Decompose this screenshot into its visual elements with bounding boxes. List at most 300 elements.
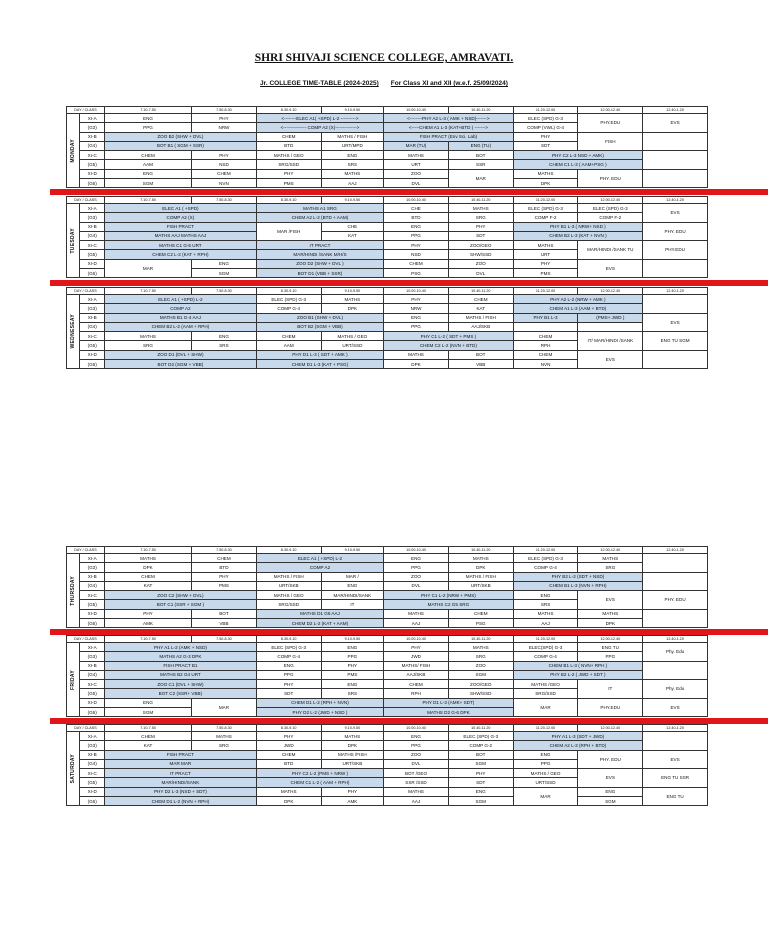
timetable-cell: EVS — [643, 204, 708, 223]
timetable-cell: Phy. Edu — [643, 643, 708, 662]
class-label: (G4) — [80, 759, 105, 768]
day-label — [67, 204, 80, 278]
lab-cell: PHY D2 L-2 (JWD + NSD ) — [256, 708, 383, 717]
lab-cell: CHEM A2 L-2 (BTD + AAM) — [256, 213, 383, 222]
timetable-cell: EVS — [643, 750, 708, 769]
timetable-cell: MAR /FISH — [256, 222, 321, 241]
timetable-cell: URT/SKB — [321, 759, 384, 768]
time-slot-header: 10.40-11.20 — [448, 288, 513, 295]
timetable-cell: COMP (VWL) G-4 — [513, 123, 578, 132]
timetable-cell: DVL — [384, 581, 449, 590]
time-slot-header: 7.10-7.50 — [104, 107, 191, 114]
timetable-cell: DPK — [448, 563, 513, 572]
timetable-cell: SGM — [104, 708, 191, 717]
timetable-cell: URT — [384, 160, 449, 169]
timetable-cell: PMS — [192, 581, 257, 590]
timetable-cell: SDT — [448, 778, 513, 787]
timetable-cell: AAJ — [384, 797, 449, 806]
lab-cell: CHEM D1 L-2 (NVN + RPH) — [104, 797, 256, 806]
timetable-cell: AAJ/SKB — [448, 322, 513, 331]
table-row — [67, 295, 708, 304]
timetable-cell: DPK — [256, 797, 321, 806]
lab-cell: IT PRACT — [256, 241, 383, 250]
timetable-cell: ENG — [321, 680, 384, 689]
timetable-cell: AAJ/SKB — [384, 670, 449, 679]
time-slot-header: 10.00-10.40 — [384, 107, 449, 114]
class-label: XI-C — [80, 332, 105, 341]
class-label: (G3) — [80, 213, 105, 222]
class-label: XI-A — [80, 732, 105, 741]
time-slot-header: 12.40-1.20 — [643, 547, 708, 554]
timetable-cell: COMP G-4 — [513, 652, 578, 661]
timetable-cell: MATHS / GEO — [513, 769, 578, 778]
time-slot-header: 9.10-9.50 — [321, 547, 384, 554]
lab-cell: <--------------- COMP A2 (X)--------------> — [256, 123, 383, 132]
lab-cell: MAR (TU) — [384, 141, 449, 150]
table-row — [67, 160, 708, 169]
time-slot-header: 10.40-11.20 — [448, 197, 513, 204]
day-label — [67, 554, 80, 628]
timetable-cell: ENG — [384, 732, 449, 741]
timetable-cell: IT/ MAR/HINDI /SANK — [578, 332, 643, 351]
header-row — [67, 725, 708, 732]
time-slot-header: 7.10-7.50 — [104, 725, 191, 732]
timetable-cell: PPG — [256, 670, 321, 679]
timetable-cell: PPG — [513, 759, 578, 768]
timetable-cell: SHW/SSD — [448, 689, 513, 698]
class-label: XI-D — [80, 609, 105, 618]
lab-cell: CHEM B1 L-3 (NVN + RPH) — [513, 581, 643, 590]
timetable-cell: SGM — [448, 670, 513, 679]
class-label: (G6) — [80, 360, 105, 369]
timetable-cell: PHY. EDU — [578, 169, 643, 188]
timetable-cell: CHEM — [513, 350, 578, 359]
timetable-cell: MATHS — [104, 332, 191, 341]
timetable-cell: IT — [321, 600, 384, 609]
timetable-cell: SRG — [192, 741, 257, 750]
lab-cell: ZOO B2 (SHW + DVL) — [104, 132, 256, 141]
timetable-cell: PSG — [448, 619, 513, 628]
timetable-cell: MAR/HINDI /SANK TU — [578, 241, 643, 260]
timetable-cell: ENG — [384, 554, 449, 563]
lab-cell: ELEC A1 ( +SPD) L-2 — [256, 554, 383, 563]
class-label: XI-D — [80, 787, 105, 796]
table-row — [67, 680, 708, 689]
timetable-cell: BOT — [448, 151, 513, 160]
day-separator — [50, 189, 768, 195]
timetable-cell: ENG — [513, 750, 578, 759]
day-class-header: DAY / CLASS — [67, 197, 105, 204]
time-slot-header: 9.10-9.50 — [321, 197, 384, 204]
timetable-cell: SGM — [448, 797, 513, 806]
lab-cell: MATHS B1 G-4 AAJ — [104, 313, 256, 322]
lab-cell: CHEM A1 L-3 (AAM + BTD) — [513, 304, 643, 313]
subtitle-session: Jr. COLLEGE TIME-TABLE (2024-2025) — [260, 80, 379, 87]
lab-cell: CHEM C2 L-2 (KAT + RPH) — [104, 250, 256, 259]
day-label — [67, 295, 80, 369]
timetable-cell: MAR — [104, 259, 191, 278]
timetable-cell: BTD — [192, 563, 257, 572]
day-block-thursday — [66, 546, 708, 628]
lab-cell: CHEM B1 L-3 ( NVN+ RPH ) — [513, 661, 643, 670]
timetable-cell: DPK — [578, 619, 643, 628]
class-label: XI-B — [80, 132, 105, 141]
time-slot-header: 12.40-1.20 — [643, 107, 708, 114]
timetable-cell: CHEM — [256, 750, 321, 759]
timetable-cell — [513, 322, 578, 331]
timetable-cell: NSD — [384, 250, 449, 259]
timetable-cell: CHEM — [384, 259, 449, 268]
timetable-cell: ENG TU SSR — [643, 769, 708, 788]
lab-cell: COMP A2 — [256, 563, 383, 572]
timetable-cell: CHEM — [104, 732, 191, 741]
lab-cell: CHEM C1 L-3 ( AAM+PSG ) — [513, 160, 643, 169]
timetable-cell: ENG TU SGM — [643, 332, 708, 351]
table-row — [67, 322, 708, 331]
timetable-cell: MATHS — [513, 609, 578, 618]
day-class-header: DAY / CLASS — [67, 107, 105, 114]
timetable-cell: CHEM — [104, 151, 191, 160]
timetable-cell: DPK — [321, 741, 384, 750]
timetable-cell: AAJ — [384, 619, 449, 628]
timetable-cell: CHE — [321, 222, 384, 231]
timetable-cell: ZOO — [448, 259, 513, 268]
timetable-cell: PPG — [384, 322, 449, 331]
class-label: XI-C — [80, 769, 105, 778]
timetable-cell: EVS — [643, 698, 708, 717]
time-slot-header: 7.50-8.30 — [192, 288, 257, 295]
lab-cell: PHY C1 L-2 (NRW + PMS) — [384, 591, 514, 600]
timetable-cell: MAR / — [321, 572, 384, 581]
day-name: THURSDAY — [69, 575, 76, 606]
class-label: XI-D — [80, 350, 105, 359]
timetable-cell: COMP F-2 — [578, 213, 643, 222]
lab-cell: PHY A2 L-2 (NRW + AMK ) — [513, 295, 643, 304]
day-class-header: DAY / CLASS — [67, 725, 105, 732]
timetable-cell: SRG/SSD — [513, 689, 578, 698]
page-subtitle — [0, 80, 768, 87]
timetable-cell: ZOO — [384, 572, 449, 581]
timetable-cell: MAR — [192, 698, 257, 717]
table-row — [67, 332, 708, 341]
table-row — [67, 591, 708, 600]
class-label: XI-B — [80, 572, 105, 581]
class-label: (G5) — [80, 160, 105, 169]
timetable — [66, 106, 708, 188]
class-label: XI-B — [80, 750, 105, 759]
lab-cell: MATHS A2 G-3 DPK — [104, 652, 256, 661]
header-row — [67, 288, 708, 295]
class-label: (G6) — [80, 619, 105, 628]
timetable-cell: ELEC (SPD) G-3 — [513, 204, 578, 213]
timetable-cell: BOT — [192, 609, 257, 618]
lab-cell: ENG (TU) — [448, 141, 513, 150]
timetable-cell: PHY — [104, 609, 191, 618]
timetable-cell: ENG — [384, 313, 449, 322]
class-label: (G6) — [80, 797, 105, 806]
timetable-cell: SGM — [192, 269, 257, 278]
time-slot-header: 9.10-9.50 — [321, 288, 384, 295]
timetable-cell: ZOO/GEO — [448, 241, 513, 250]
lab-cell: CHEM B2 L-3 (KAT + NVN ) — [513, 231, 643, 240]
timetable-cell: CHEM — [104, 572, 191, 581]
timetable-cell: SSR /SSD — [384, 778, 449, 787]
timetable-cell: PHY — [321, 787, 384, 796]
timetable-cell: URT/MPD — [321, 141, 384, 150]
timetable-cell: VBB — [192, 619, 257, 628]
time-slot-header: 12.40-1.20 — [643, 288, 708, 295]
timetable-cell: COMP G-2 — [448, 741, 513, 750]
timetable-cell: PHY. EDU — [643, 591, 708, 610]
time-slot-header: 12.00-12.40 — [578, 636, 643, 643]
table-row — [67, 259, 708, 268]
day-block-friday — [66, 635, 708, 717]
table-row — [67, 313, 708, 322]
class-label: (G5) — [80, 250, 105, 259]
table-row — [67, 670, 708, 679]
table-row — [67, 132, 708, 141]
time-slot-header: 7.50-8.30 — [192, 636, 257, 643]
timetable-cell: SRG — [448, 213, 513, 222]
timetable-cell: MAR — [513, 787, 578, 806]
timetable-cell: DPK — [104, 563, 191, 572]
time-slot-header: 7.10-7.50 — [104, 547, 191, 554]
timetable-cell — [643, 554, 708, 573]
lab-cell: MAR MAR — [104, 759, 256, 768]
timetable-cell — [643, 132, 708, 151]
timetable-cell: MATHS — [513, 169, 578, 178]
day-class-header: DAY / CLASS — [67, 636, 105, 643]
timetable-cell: MATHS — [448, 554, 513, 563]
day-separator — [50, 280, 768, 286]
timetable-cell: NVN — [513, 360, 578, 369]
lab-cell: <-----CHEM A1 L-3 (KAT+BTD ) -------> — [384, 123, 514, 132]
class-label: XI-D — [80, 259, 105, 268]
timetable-cell: MATHS /GEO — [513, 680, 578, 689]
day-class-header: DAY / CLASS — [67, 288, 105, 295]
lab-cell: BOT D2 (SGM + VBB) — [104, 360, 256, 369]
timetable-cell: URT/SSD — [321, 341, 384, 350]
timetable-cell: URT/SKB — [256, 581, 321, 590]
timetable-cell: BTD — [256, 141, 321, 150]
day-block-saturday — [66, 724, 708, 806]
table-row — [67, 769, 708, 778]
timetable-cell: CHEM — [448, 295, 513, 304]
timetable-cell: SRS — [192, 341, 257, 350]
timetable-cell: MATHS / FISH — [448, 313, 513, 322]
timetable-cell: PHY — [448, 222, 513, 231]
timetable-cell: JWD — [256, 741, 321, 750]
page-title: SHRI SHIVAJI SCIENCE COLLEGE, AMRAVATI. — [254, 52, 514, 64]
timetable-cell: CHE — [384, 204, 449, 213]
class-label: (G4) — [80, 231, 105, 240]
timetable-cell: MAR — [513, 698, 578, 717]
timetable-cell: MATHS — [384, 609, 449, 618]
timetable-cell: BOT — [448, 750, 513, 759]
time-slot-header: 12.00-12.40 — [578, 107, 643, 114]
timetable-cell: SRG/SSD — [256, 600, 321, 609]
lab-cell: CHEM D2 L-2 (KAT + AAM) — [256, 619, 383, 628]
class-label: (G4) — [80, 322, 105, 331]
lab-cell: BOT C2 (SSR+ VBB) — [104, 689, 256, 698]
timetable-cell: PHY — [384, 295, 449, 304]
timetable-cell: CHEM — [256, 332, 321, 341]
timetable-cell: CHEM — [192, 554, 257, 563]
timetable — [66, 635, 708, 717]
class-label: XI-A — [80, 643, 105, 652]
lab-cell: CHEM C1 L-2 ( AAM + RPH) — [256, 778, 383, 787]
timetable-cell: MATHS/ FISH — [384, 661, 449, 670]
table-row — [67, 304, 708, 313]
timetable-cell: COMP G-4 — [256, 304, 321, 313]
timetable-cell — [643, 259, 708, 278]
timetable-cell: BTD — [256, 759, 321, 768]
lab-cell: ZOO D1 (DVL + SHW) — [104, 350, 256, 359]
timetable-cell: COMP G-4 — [256, 652, 321, 661]
table-row — [67, 643, 708, 652]
timetable-cell: PMS — [513, 269, 578, 278]
table-row — [67, 350, 708, 359]
timetable-cell: NRW — [384, 304, 449, 313]
timetable-cell: MATHS /FISH — [321, 750, 384, 759]
timetable-cell: PHY — [513, 132, 578, 141]
class-label: (G6) — [80, 708, 105, 717]
class-label: (G6) — [80, 179, 105, 188]
table-row — [67, 661, 708, 670]
timetable-cell: ELEC (SPD) G-3 — [256, 643, 321, 652]
lab-cell: PHY B1 L-3 — [513, 313, 578, 322]
timetable-cell: SRG — [448, 652, 513, 661]
timetable-cell — [643, 169, 708, 188]
timetable-cell: RPH — [513, 341, 578, 350]
timetable-cell: MAR/HINDI/SANK — [321, 591, 384, 600]
time-slot-header: 7.10-7.50 — [104, 288, 191, 295]
timetable-cell: PSG — [384, 269, 449, 278]
timetable-cell: ELEC (SPD) G-3 — [513, 554, 578, 563]
lab-cell: PHY D1 L-3 ( SDT + AMK ) — [256, 350, 383, 359]
timetable — [66, 196, 708, 278]
timetable-cell: DPK — [321, 304, 384, 313]
timetable-cell: PHY — [321, 661, 384, 670]
header-row — [67, 547, 708, 554]
day-name: MONDAY — [69, 138, 76, 163]
table-row — [67, 750, 708, 759]
timetable-cell: MATHS — [448, 204, 513, 213]
time-slot-header: 11.20-12.00 — [513, 197, 578, 204]
timetable-cell: ENG TU — [578, 643, 643, 652]
time-slot-header: 10.00-10.40 — [384, 636, 449, 643]
time-slot-header: 10.40-11.20 — [448, 636, 513, 643]
lab-cell: PHY B2 L-2 (SDT + NSD) — [513, 572, 643, 581]
time-slot-header: 9.10-9.50 — [321, 636, 384, 643]
time-slot-header: 12.00-12.40 — [578, 725, 643, 732]
timetable-cell: ENG — [192, 332, 257, 341]
timetable-cell: PPG — [104, 123, 191, 132]
table-row — [67, 732, 708, 741]
timetable-cell: MAR — [448, 169, 513, 188]
timetable-cell: PHY — [256, 169, 321, 178]
timetable-cell: PHY.EDU — [578, 114, 643, 133]
time-slot-header: 12.40-1.20 — [643, 197, 708, 204]
timetable-cell: NRW — [192, 123, 257, 132]
timetable-cell: ENG — [192, 259, 257, 268]
class-label: (G3) — [80, 741, 105, 750]
timetable-cell: MATHS — [578, 609, 643, 618]
timetable-cell: MATHS / FISH — [256, 572, 321, 581]
timetable-cell: ENG — [104, 169, 191, 178]
time-slot-header: 12.00-12.40 — [578, 288, 643, 295]
timetable-cell — [643, 732, 708, 751]
time-slot-header: 11.20-12.00 — [513, 636, 578, 643]
timetable-cell: MATHS — [256, 787, 321, 796]
time-slot-header: 8.30-9.10 — [256, 288, 321, 295]
table-row — [67, 241, 708, 250]
class-label: (G4) — [80, 670, 105, 679]
time-slot-header: 7.50-8.30 — [192, 547, 257, 554]
timetable-cell: URT/SKB — [448, 581, 513, 590]
lab-cell: CHEM B2 L-2 (AAM + RPH) — [104, 322, 256, 331]
timetable-cell: EVS — [643, 114, 708, 133]
timetable-cell: PHY — [192, 151, 257, 160]
timetable-cell: CHEM — [256, 132, 321, 141]
day-name: TUESDAY — [69, 227, 76, 254]
timetable-cell: ZOO — [384, 169, 449, 178]
time-slot-header: 7.50-8.30 — [192, 107, 257, 114]
lab-cell: ZOO B1 (SHW + DVL) — [256, 313, 383, 322]
table-row — [67, 563, 708, 572]
timetable-cell — [578, 322, 643, 331]
timetable-cell: MATHS / GEO — [256, 151, 321, 160]
time-slot-header: 10.40-11.20 — [448, 725, 513, 732]
timetable-cell: PHY — [513, 259, 578, 268]
timetable-cell: VBB — [448, 360, 513, 369]
timetable-cell: SRG — [104, 341, 191, 350]
timetable-cell: DVL — [384, 179, 449, 188]
header-row — [67, 107, 708, 114]
timetable-cell: IT — [578, 680, 643, 699]
lab-cell: <--------PHY A2 L-3 ( AMK + NSD)-------> — [384, 114, 514, 123]
timetable-cell: SHW/SSD — [448, 250, 513, 259]
timetable-cell: ENG — [321, 643, 384, 652]
lab-cell: PHY D1 L-3 (AMK+ SDT) — [384, 698, 514, 707]
time-slot-header: 11.20-12.00 — [513, 288, 578, 295]
lab-cell: MAR/HINDI /SANK M/H/S — [256, 250, 383, 259]
timetable-cell: ENG — [104, 114, 191, 123]
time-slot-header: 8.30-9.10 — [256, 107, 321, 114]
class-label: (G5) — [80, 689, 105, 698]
timetable-cell: COMP G-4 — [513, 563, 578, 572]
timetable — [66, 287, 708, 369]
lab-cell: FISH PRACT (Env Sci. Lab) — [384, 132, 514, 141]
time-slot-header: 7.10-7.50 — [104, 197, 191, 204]
day-block-tuesday — [66, 196, 708, 278]
timetable-cell — [643, 295, 708, 314]
timetable-cell: SRS — [513, 600, 578, 609]
timetable-cell: AAM — [104, 160, 191, 169]
class-label: (G5) — [80, 778, 105, 787]
timetable-cell: JWD — [384, 652, 449, 661]
day-block-wednesday — [66, 287, 708, 369]
timetable-cell: BTD — [384, 213, 449, 222]
lab-cell: FISH PRACT B1 — [104, 661, 256, 670]
class-label: XI-A — [80, 114, 105, 123]
timetable-cell: SSR — [448, 160, 513, 169]
timetable-cell: ENG — [513, 591, 578, 600]
class-label: XI-C — [80, 241, 105, 250]
timetable-cell: PHY — [384, 643, 449, 652]
timetable-cell: PHY — [256, 732, 321, 741]
class-label: (G3) — [80, 563, 105, 572]
